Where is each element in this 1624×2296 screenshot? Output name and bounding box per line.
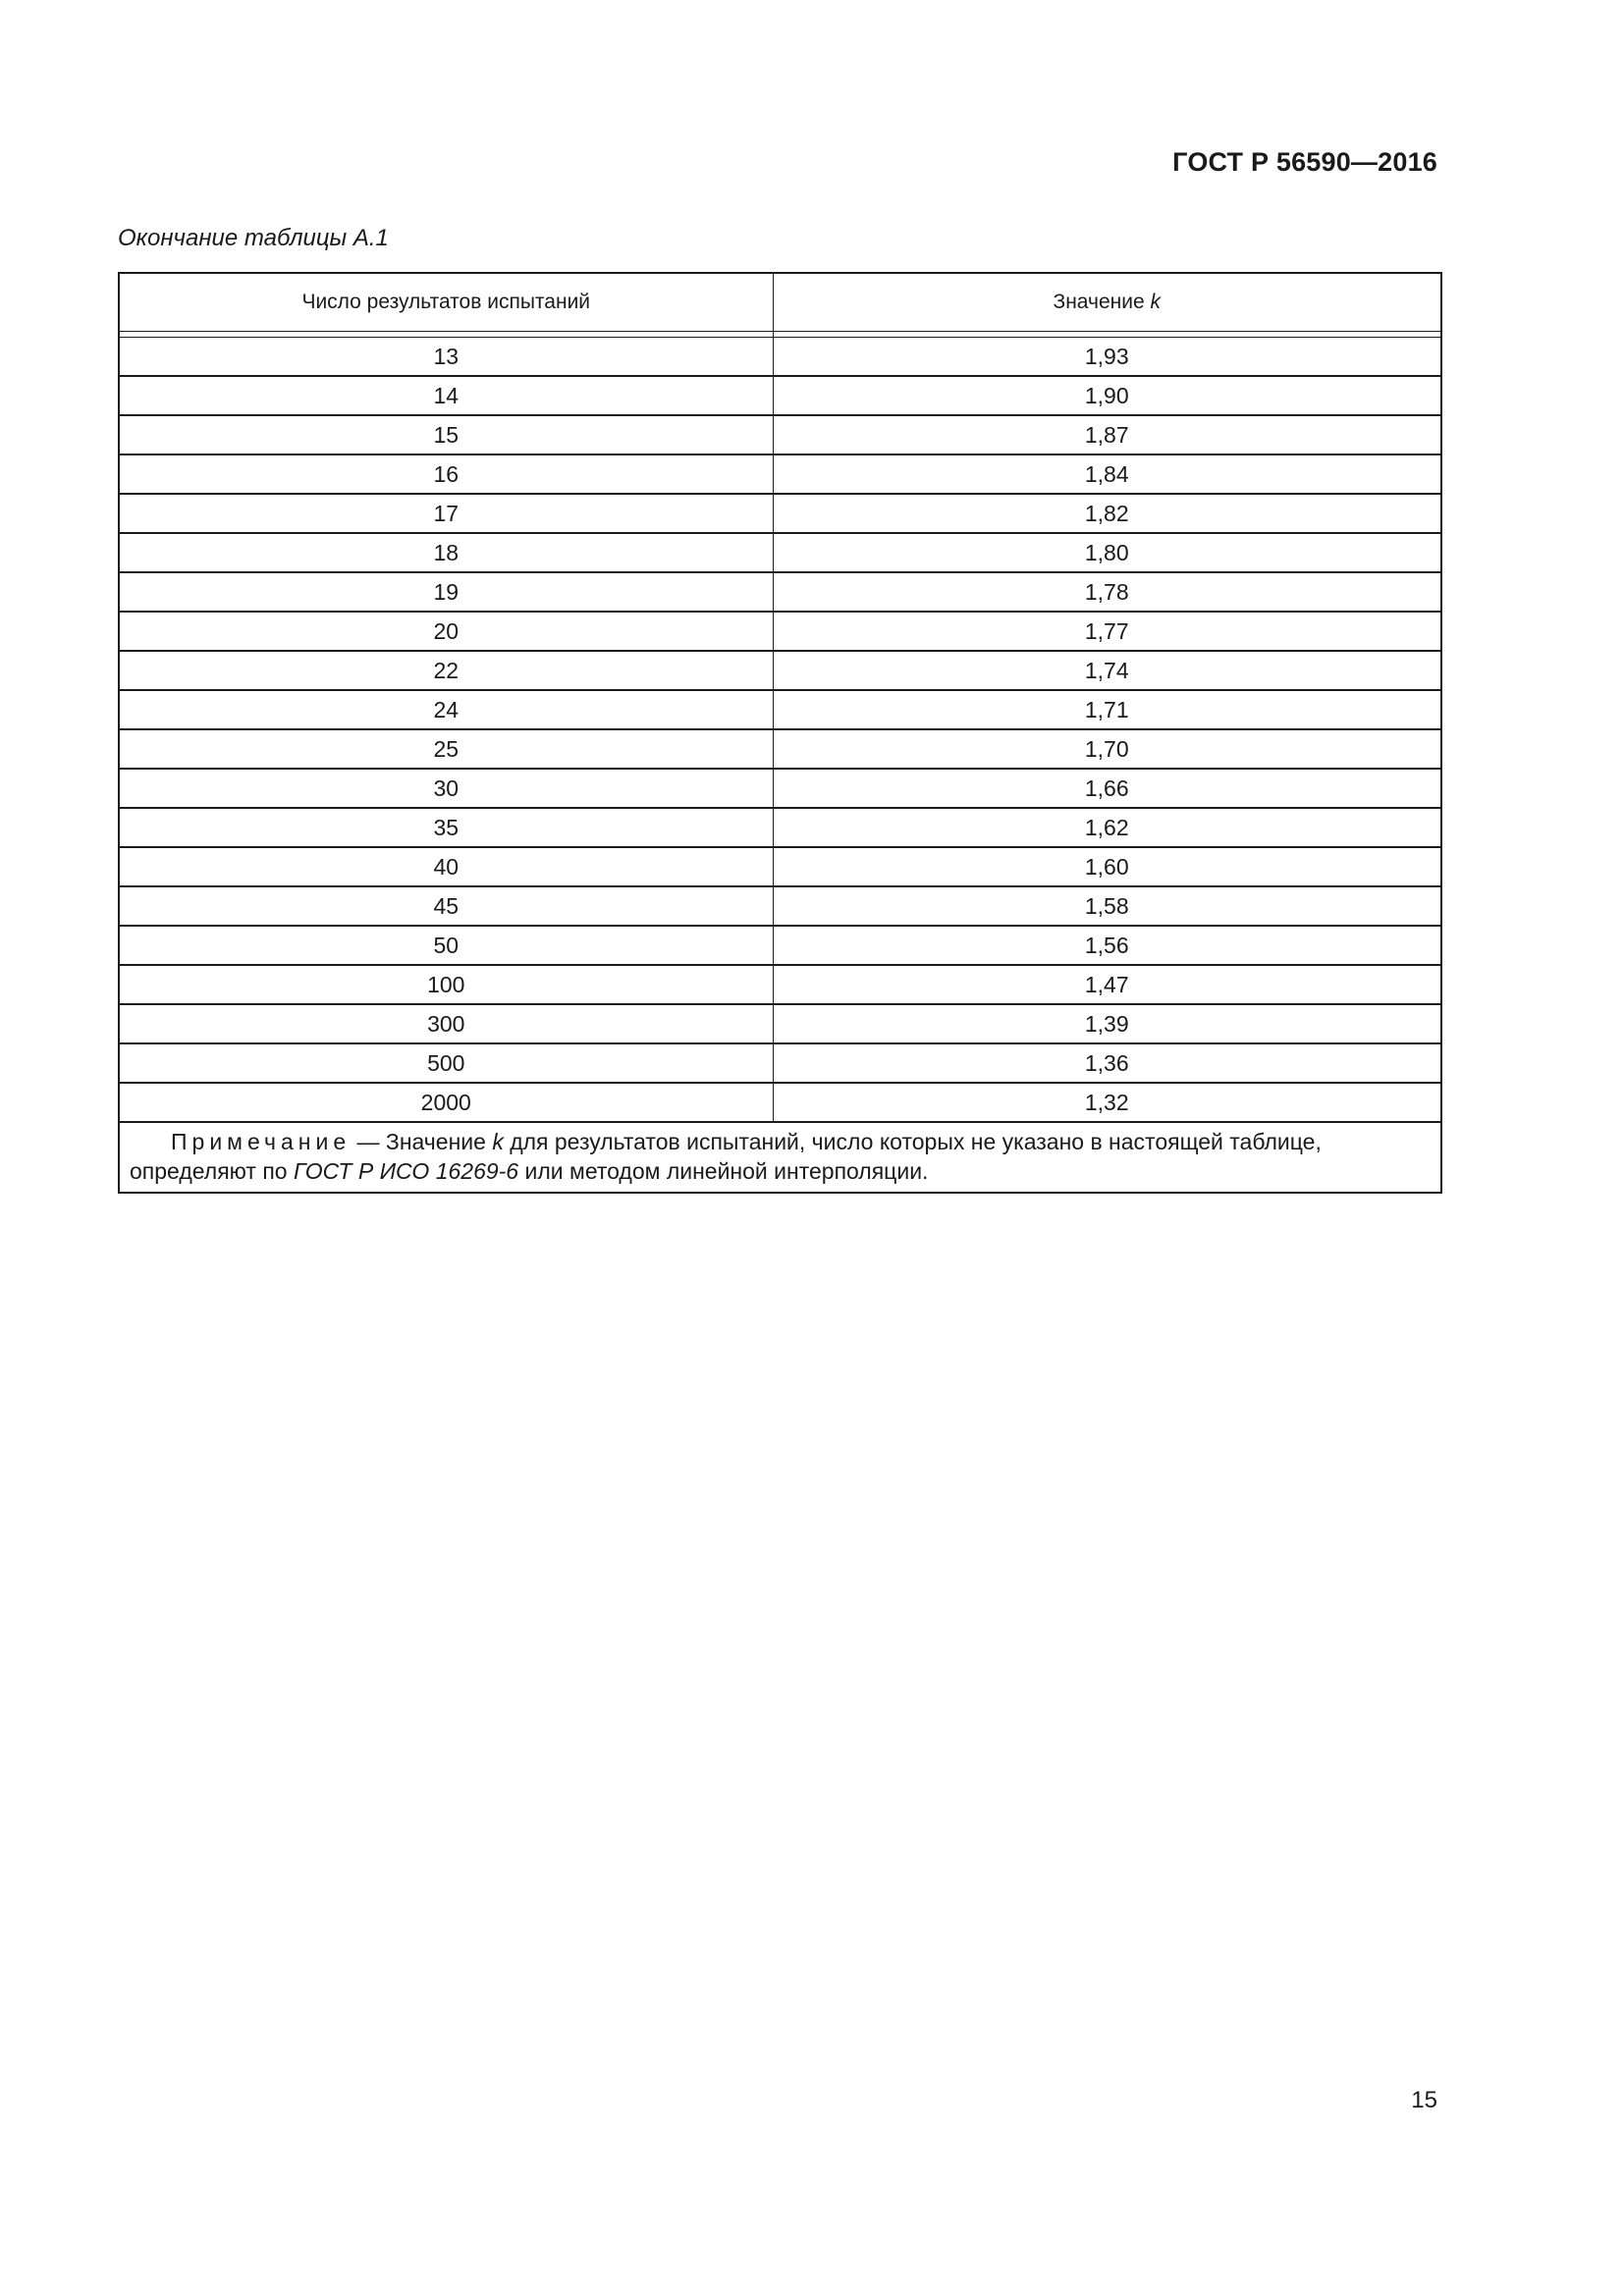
table-row bbox=[120, 572, 1440, 612]
cell-k-value: 1,93 bbox=[773, 338, 1440, 377]
standard-reference: ГОСТ Р ИСО 16269-6 bbox=[293, 1158, 519, 1184]
table-row bbox=[120, 338, 1440, 377]
table-note bbox=[120, 1122, 1440, 1192]
cell-k-value: 1,82 bbox=[773, 494, 1440, 533]
cell-k-value: 1,71 bbox=[773, 690, 1440, 729]
cell-test-count: 35 bbox=[120, 808, 773, 847]
table-row bbox=[120, 926, 1440, 965]
cell-test-count: 15 bbox=[120, 415, 773, 454]
cell-test-count: 25 bbox=[120, 729, 773, 769]
cell-test-count: 20 bbox=[120, 612, 773, 651]
column-header-k-prefix: Значение bbox=[1053, 291, 1151, 313]
document-code: ГОСТ Р 56590—2016 bbox=[1172, 147, 1437, 177]
note-text: или методом линейной интерполяции. bbox=[518, 1158, 929, 1184]
cell-k-value: 1,36 bbox=[773, 1043, 1440, 1083]
column-header-test-count: Число результатов испытаний bbox=[120, 274, 773, 332]
cell-k-value: 1,56 bbox=[773, 926, 1440, 965]
column-header-k-value bbox=[773, 274, 1440, 332]
cell-k-value: 1,32 bbox=[773, 1083, 1440, 1122]
cell-test-count: 14 bbox=[120, 376, 773, 415]
page-number: 15 bbox=[1411, 2087, 1437, 2113]
cell-k-value: 1,58 bbox=[773, 886, 1440, 926]
cell-k-value: 1,39 bbox=[773, 1004, 1440, 1043]
cell-k-value: 1,80 bbox=[773, 533, 1440, 572]
cell-k-value: 1,62 bbox=[773, 808, 1440, 847]
cell-test-count: 16 bbox=[120, 454, 773, 494]
table-row bbox=[120, 847, 1440, 886]
cell-k-value: 1,77 bbox=[773, 612, 1440, 651]
k-symbol: k bbox=[1150, 291, 1161, 313]
table-header-row bbox=[120, 274, 1440, 332]
cell-k-value: 1,47 bbox=[773, 965, 1440, 1004]
table-row bbox=[120, 533, 1440, 572]
cell-test-count: 50 bbox=[120, 926, 773, 965]
k-symbol: k bbox=[492, 1129, 504, 1154]
table-row bbox=[120, 415, 1440, 454]
cell-test-count: 2000 bbox=[120, 1083, 773, 1122]
cell-test-count: 40 bbox=[120, 847, 773, 886]
cell-k-value: 1,60 bbox=[773, 847, 1440, 886]
cell-k-value: 1,90 bbox=[773, 376, 1440, 415]
table-row bbox=[120, 1083, 1440, 1122]
cell-test-count: 13 bbox=[120, 338, 773, 377]
table-row bbox=[120, 1043, 1440, 1083]
table-row bbox=[120, 1004, 1440, 1043]
table-row bbox=[120, 690, 1440, 729]
table-body bbox=[120, 338, 1440, 1193]
cell-test-count: 300 bbox=[120, 1004, 773, 1043]
cell-k-value: 1,78 bbox=[773, 572, 1440, 612]
cell-k-value: 1,66 bbox=[773, 769, 1440, 808]
cell-test-count: 30 bbox=[120, 769, 773, 808]
table-row bbox=[120, 376, 1440, 415]
table-row bbox=[120, 965, 1440, 1004]
cell-test-count: 500 bbox=[120, 1043, 773, 1083]
cell-k-value: 1,70 bbox=[773, 729, 1440, 769]
table-row bbox=[120, 808, 1440, 847]
table-row bbox=[120, 886, 1440, 926]
note-text: для результатов испытаний, число которых не указано в настоящей таблице, определяют по bbox=[130, 1129, 1322, 1184]
cell-test-count: 45 bbox=[120, 886, 773, 926]
note-text: — Значение bbox=[351, 1129, 493, 1154]
cell-test-count: 22 bbox=[120, 651, 773, 690]
table-row bbox=[120, 494, 1440, 533]
cell-test-count: 19 bbox=[120, 572, 773, 612]
table-row bbox=[120, 651, 1440, 690]
cell-test-count: 100 bbox=[120, 965, 773, 1004]
table-row bbox=[120, 454, 1440, 494]
cell-test-count: 24 bbox=[120, 690, 773, 729]
cell-k-value: 1,84 bbox=[773, 454, 1440, 494]
cell-k-value: 1,74 bbox=[773, 651, 1440, 690]
cell-test-count: 17 bbox=[120, 494, 773, 533]
table-row bbox=[120, 729, 1440, 769]
table-caption: Окончание таблицы А.1 bbox=[118, 225, 389, 251]
cell-k-value: 1,87 bbox=[773, 415, 1440, 454]
table-row bbox=[120, 612, 1440, 651]
cell-test-count: 18 bbox=[120, 533, 773, 572]
note-label: Примечание bbox=[171, 1129, 352, 1154]
table-row bbox=[120, 769, 1440, 808]
coefficient-table bbox=[118, 272, 1442, 1194]
